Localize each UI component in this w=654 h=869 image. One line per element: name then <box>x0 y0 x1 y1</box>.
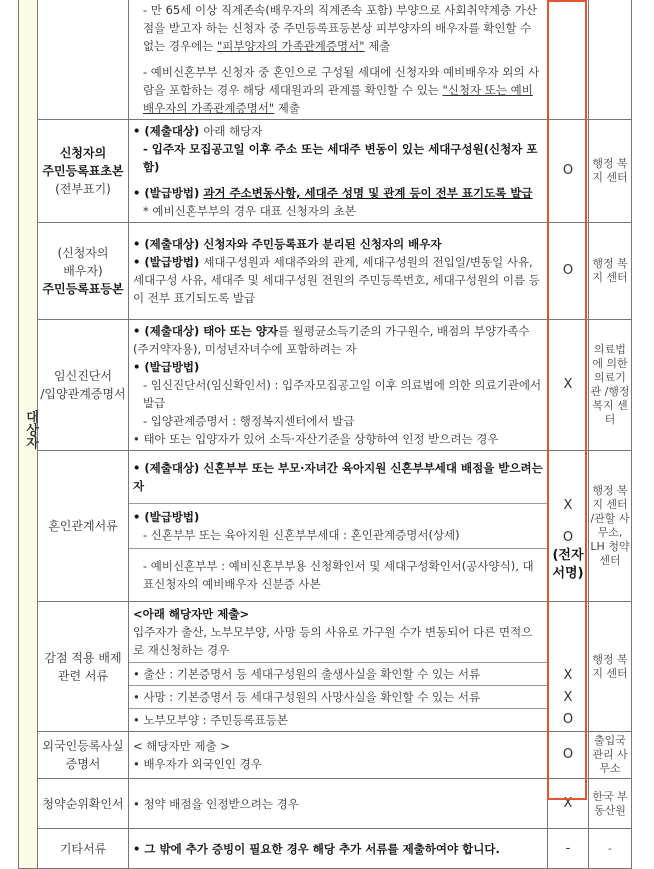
table-row: 외국인등록사실 증명서 < 해당자만 제출 > • 배우자가 외국인인 경우 O 출입국 관리 사무소 <box>19 732 632 779</box>
required-mark: O <box>548 120 589 223</box>
required-mark: X <box>548 320 589 451</box>
required-mark: O <box>548 223 589 320</box>
doc-name: 외국인등록사실 증명서 <box>38 732 129 779</box>
issuer: 행정 복지 센터 <box>589 120 632 223</box>
required-mark: X <box>548 779 589 829</box>
notes-cell: - 만 65세 이상 직계존속(배우자의 직계존속 포함) 부양으로 사회취약계층 가산점을 받고자 하는 신청자 중 주민등록표등본상 피부양자의 배우자를 확인할 수 없는 경우에는 "피부양자의 가족관계증명서" 제출 - 예비신혼부부 신청자 중 혼인으로 구성될 세대에 신청자와 예비배우자 외의 사람을 포함하는 경우 해당 세대원과의 관계를 확인할 수 있는 "신청자 또는 예비배우자의 가족관계증명서" 제출 <box>129 0 548 120</box>
table-row: 신청자의 주민등록표초본 (전부표기) • (제출대상) 아래 해당자 - 입주자 모집공고일 이후 주소 또는 세대주 변동이 있는 세대구성원(신청자 포함) • (발급방법) 과거 주소변동사항, 세대주 성명 및 관계 등이 전부 표기도록 발급 * 예비신혼부부의 경우 대표 신청자의 초본 O 행정 복지 센터 <box>19 120 632 223</box>
issuer: 행정 복지 센터 <box>589 223 632 320</box>
doc-name: 청약순위확인서 <box>38 779 129 829</box>
required-mark: - <box>548 829 589 869</box>
section-label: 대상자 <box>19 0 38 869</box>
document-table <box>18 0 632 869</box>
doc-name: 혼인관계서류 <box>38 451 129 602</box>
required-mark: X O (전자 서명) <box>548 451 589 602</box>
doc-name: (신청자의 배우자) 주민등록표등본 <box>38 223 129 320</box>
doc-name: 임신진단서 /입양관계증명서 <box>38 320 129 451</box>
issuer: 행정 복지 센터 <box>589 602 632 732</box>
table-row: 감점 적용 배제 관련 서류 <아래 해당자만 제출> 입주자가 출산, 노부모부양, 사망 등의 사유로 가구원 수가 변동되어 다른 면적으로 재신청하는 경우 • 출산 : 기본증명서 등 세대구성원의 출생사실을 확인할 수 있는 서류 • 사망 : 기본증명서 등 세대구성원의 사망사실을 확인할 수 있는 서류 • 노부모부양 : 주민등록표등본 X X O 행정 복지 센터 <box>19 602 632 732</box>
doc-name: 신청자의 주민등록표초본 (전부표기) <box>38 120 129 223</box>
table-row: 청약순위확인서 • 청약 배점을 인정받으려는 경우 X 한국 부동산원 <box>19 779 632 829</box>
required-mark: X X O <box>548 602 589 732</box>
issuer: 행정 복지 센터 /관할 사무소, LH 청약 센터 <box>589 451 632 602</box>
doc-name: 기타서류 <box>38 829 129 869</box>
issuer: - <box>589 829 632 869</box>
required-mark: O <box>548 732 589 779</box>
doc-name: 감점 적용 배제 관련 서류 <box>38 602 129 732</box>
table-row: 임신진단서 /입양관계증명서 • (제출대상) 태아 또는 양자를 월평균소득기준의 가구원수, 배점의 부양가족수(주거약자용), 미성년자녀수에 포함하려는 자 • (발급방법) - 임신진단서(임신확인서) : 입주자모집공고일 이후 의료법에 의한 의료기관에서 발급 - 입양관계증명서 : 행정복지센터에서 발급 • 태아 또는 입양자가 있어 소득·자산기준을 상향하여 인정 받으려는 경우 X 의료법에 의한 의료기관 /행정 복지 센터 <box>19 320 632 451</box>
issuer: 의료법에 의한 의료기관 /행정 복지 센터 <box>589 320 632 451</box>
issuer: 한국 부동산원 <box>589 779 632 829</box>
table-row: 기타서류 • 그 밖에 추가 증빙이 필요한 경우 해당 추가 서류를 제출하여야 합니다. - - <box>19 829 632 869</box>
table-row: 혼인관계서류 • (제출대상) 신혼부부 또는 부모·자녀간 육아지원 신혼부부세대 배점을 받으려는 자 • (발급방법) - 신혼부부 또는 육아지원 신혼부부세대 : 혼인관계증명서(상세) - 예비신혼부부 : 예비신혼부부용 신청확인서 및 세대구성확인서(공사양식), 대표신청자의 예비배우자 신분증 사본 X O (전자 서명) 행정 복지 센터 /관할 사무소, LH 청약 센터 <box>19 451 632 602</box>
table-row: (신청자의 배우자) 주민등록표등본 • (제출대상) 신청자와 주민등록표가 분리된 신청자의 배우자 • (발급방법) 세대구성원과 세대주와의 관계, 세대구성원의 전입일/변동일 사유, 세대구성 사유, 세대주 및 세대구성원 전원의 주민등록번호, 세대구성원의 이름 등이 전부 표기되도록 발급 O 행정 복지 센터 <box>19 223 632 320</box>
issuer: 출입국 관리 사무소 <box>589 732 632 779</box>
